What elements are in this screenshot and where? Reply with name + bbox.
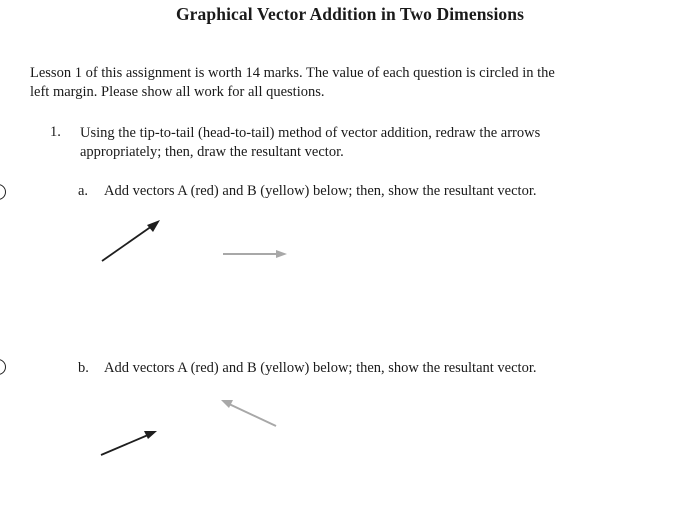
part-a-vector-b-arrow — [223, 250, 287, 258]
part-b-vector-a-arrow — [101, 431, 157, 455]
part-a-vector-a-arrow — [102, 220, 160, 261]
part-a-text: Add vectors A (red) and B (yellow) below; then, show the resultant vector. — [104, 183, 537, 199]
part-b-letter: b. — [78, 360, 89, 376]
intro-line-1: Lesson 1 of this assignment is worth 14 marks. The value of each question is circled in the — [30, 65, 555, 81]
part-b-vector-b-arrow — [221, 400, 276, 426]
intro-line-2: left margin. Please show all work for all questions. — [30, 84, 325, 100]
question-number: 1. — [50, 124, 61, 140]
part-b-text: Add vectors A (red) and B (yellow) below; then, show the resultant vector. — [104, 360, 537, 376]
document-title: Graphical Vector Addition in Two Dimensions — [175, 4, 525, 24]
question-text-line-1: Using the tip-to-tail (head-to-tail) method of vector addition, redraw the arrows — [80, 125, 541, 141]
part-a-letter: a. — [78, 183, 89, 199]
question-text-line-2: appropriately; then, draw the resultant vector. — [80, 144, 344, 160]
